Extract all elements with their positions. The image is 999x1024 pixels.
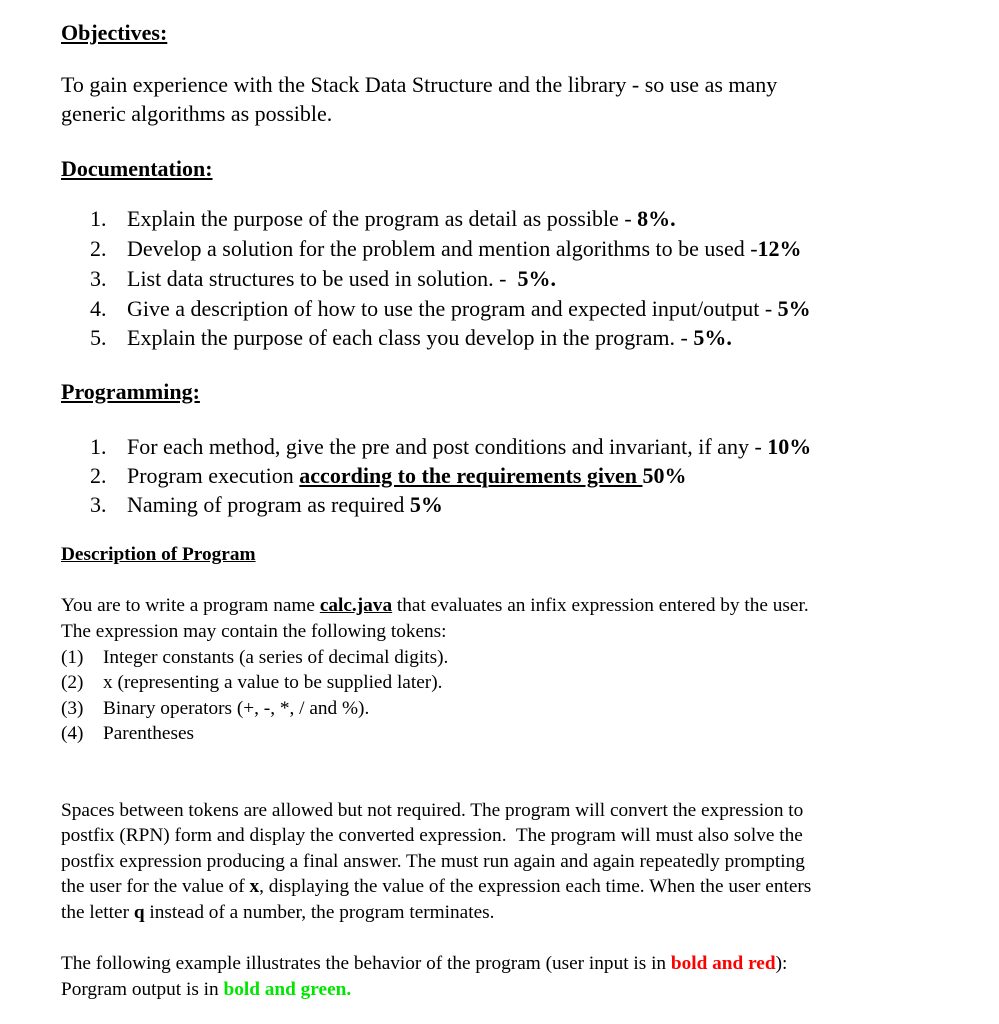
text-run: Explain the purpose of each class you develop in the program. - — [127, 325, 694, 350]
description-text — [61, 900, 494, 926]
text-run: Explain the purpose of the program as detail as possible - — [127, 206, 638, 231]
token-number: (1) — [61, 647, 84, 668]
text-run: You are to write a program name — [61, 595, 320, 616]
description-text — [61, 593, 809, 619]
list-item — [127, 323, 732, 352]
objectives-heading: Objectives: — [61, 20, 168, 45]
text-run: 8%. — [637, 206, 676, 231]
list-item — [127, 490, 443, 519]
list-number: 2. — [90, 463, 107, 488]
text-run: Naming of program as required — [127, 492, 410, 517]
description-text: postfix expression producing a final answer. The must run again and again repeatedly prompting — [61, 851, 805, 872]
token-number: (2) — [61, 672, 84, 693]
green-highlight: bold and green. — [223, 979, 352, 1000]
list-item — [127, 264, 556, 293]
objectives-text: generic algorithms as possible. — [61, 101, 333, 126]
text-run: , displaying the value of the expression each time. When the user enters — [259, 876, 812, 897]
description-text — [61, 977, 351, 1003]
text-run: The following example illustrates the behavior of the program (user input is in — [61, 953, 671, 974]
description-text: Spaces between tokens are allowed but not required. The program will convert the expression to — [61, 800, 804, 821]
text-run: List data structures to be used in solution. - — [127, 266, 518, 291]
list-item — [127, 294, 811, 323]
filename: calc.java — [319, 595, 393, 616]
description-text: postfix (RPN) form and display the converted expression. The program will must also solve the — [61, 825, 803, 846]
text-run: Program execution — [127, 463, 300, 488]
token-number: (4) — [61, 723, 84, 744]
token-item: Parentheses — [103, 723, 195, 744]
text-run: Porgram output is in — [61, 979, 224, 1000]
text-run: 50% — [642, 463, 687, 488]
list-item — [127, 234, 802, 263]
token-item: Binary operators (+, -, *, / and %). — [103, 698, 370, 719]
text-run: 5% — [777, 296, 811, 321]
list-item — [127, 204, 676, 233]
documentation-heading: Documentation: — [61, 156, 213, 181]
red-highlight: bold and red — [670, 953, 776, 974]
text-run: 12% — [757, 236, 802, 261]
list-number: 1. — [90, 206, 107, 231]
text-run: 5%. — [517, 266, 556, 291]
text-run: the user for the value of — [61, 876, 250, 897]
text-run: x — [249, 876, 260, 897]
programming-heading: Programming: — [61, 379, 200, 404]
description-text — [61, 874, 811, 900]
text-run: Give a description of how to use the program and expected input/output - — [127, 296, 778, 321]
text-run: q — [133, 902, 145, 923]
description-text: The expression may contain the following tokens: — [61, 621, 447, 642]
token-item: Integer constants (a series of decimal digits). — [103, 647, 449, 668]
token-number: (3) — [61, 698, 84, 719]
token-item: x (representing a value to be supplied later). — [103, 672, 443, 693]
description-text — [61, 951, 787, 977]
list-number: 3. — [90, 492, 107, 517]
list-item — [127, 461, 687, 490]
description-heading: Description of Program — [61, 544, 256, 565]
list-item — [127, 432, 811, 461]
text-run: the letter — [61, 902, 134, 923]
text-run: 10% — [767, 434, 812, 459]
text-run: 5% — [409, 492, 443, 517]
list-number: 2. — [90, 236, 107, 261]
list-number: 1. — [90, 434, 107, 459]
text-run: 5%. — [693, 325, 732, 350]
text-run: according to the requirements given — [299, 463, 643, 488]
objectives-text: To gain experience with the Stack Data Structure and the library - so use as many — [61, 72, 778, 97]
text-run: that evaluates an infix expression entered by the user. — [392, 595, 809, 616]
text-run: ): — [775, 953, 788, 974]
list-number: 3. — [90, 266, 107, 291]
text-run: For each method, give the pre and post conditions and invariant, if any - — [127, 434, 768, 459]
text-run: Develop a solution for the problem and mention algorithms to be used - — [127, 236, 758, 261]
text-run: instead of a number, the program terminates. — [144, 902, 495, 923]
list-number: 5. — [90, 325, 107, 350]
list-number: 4. — [90, 296, 107, 321]
